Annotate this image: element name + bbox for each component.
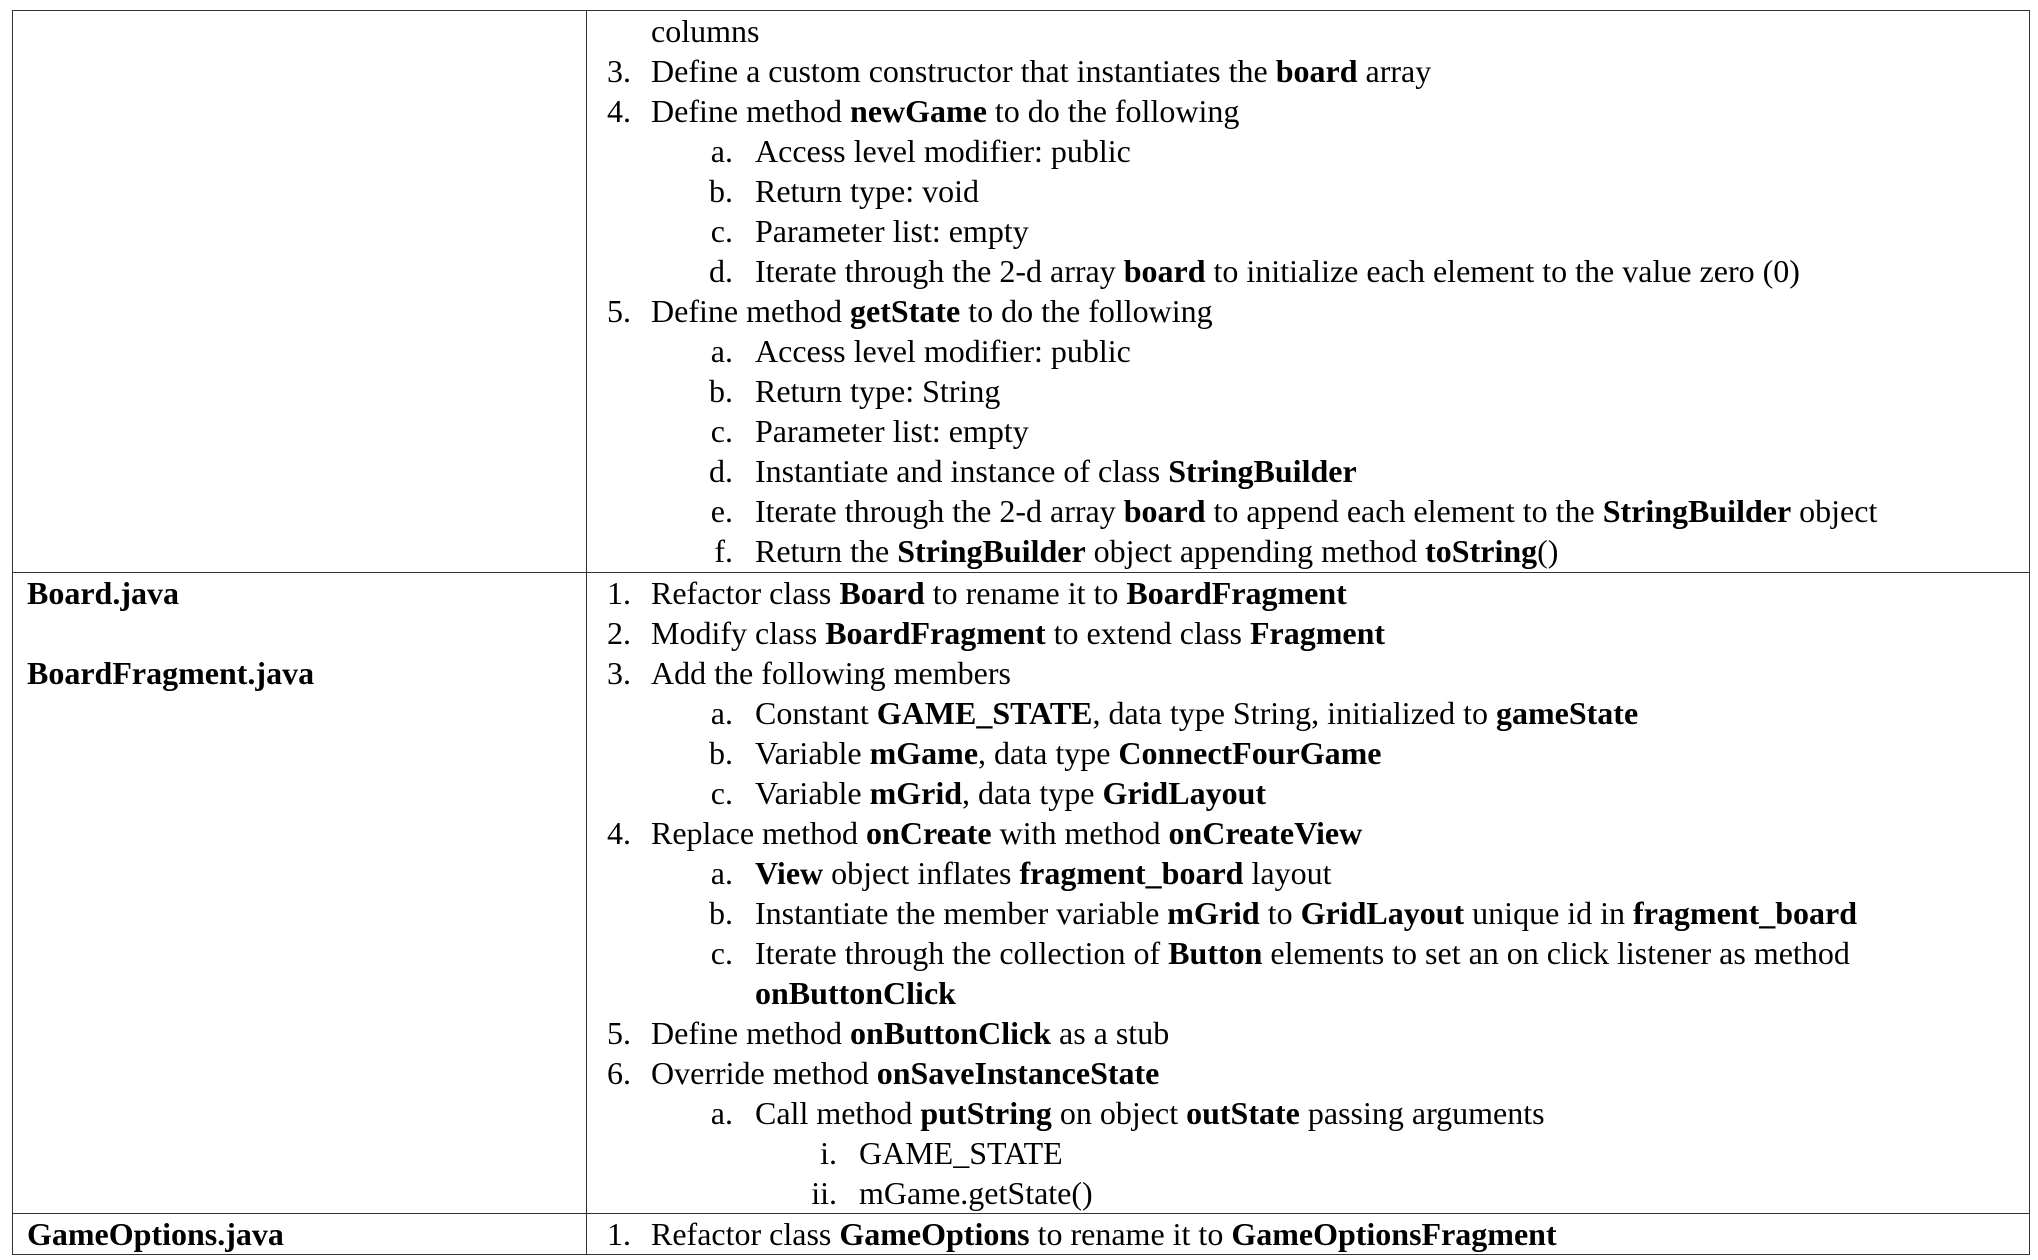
text-segment: as a stub [1050,1015,1170,1051]
code-term: GameOptions [839,1216,1030,1252]
list-item-text [651,91,1239,131]
text-segment: , data type [978,735,1119,771]
list-item [587,1173,2029,1213]
list-marker: 4. [607,93,631,129]
list-item-text [859,1133,1063,1173]
text-segment: Access level modifier: public [755,133,1131,169]
code-term: onCreateView [1168,815,1363,851]
list-item-text [651,291,1213,331]
file-name [27,613,586,653]
list-item-text [651,11,759,51]
list-item [587,613,2029,653]
list-item [587,171,2029,211]
list-item-text [755,933,1850,973]
code-term: ConnectFourGame [1118,735,1382,771]
list-item [587,1093,2029,1133]
list-marker: a. [710,855,733,891]
text-segment: Iterate through the 2-d array [755,493,1124,529]
file-name: BoardFragment.java [27,655,315,691]
text-segment: Iterate through the collection of [755,935,1169,971]
text-segment: Instantiate and instance of class [755,453,1169,489]
text-segment: Parameter list: empty [755,413,1029,449]
list-item [587,331,2029,371]
text-segment: mGame.getState() [859,1175,1093,1211]
list-marker: 3. [607,655,631,691]
text-segment: Return type: String [755,373,1001,409]
list-item-text [651,51,1431,91]
list-item-text [755,733,1381,773]
file-name-cell [13,573,587,1214]
code-term: newGame [850,93,987,129]
list-item [587,371,2029,411]
list-item-text [755,331,1131,371]
list-item [587,973,2029,1013]
list-marker: 2. [607,615,631,651]
table-row [13,573,2030,1214]
list-item [587,573,2029,613]
list-item [587,1053,2029,1093]
list-marker: c. [710,413,733,449]
list-marker: e. [710,493,733,529]
code-term: onSaveInstanceState [876,1055,1160,1091]
code-term: fragment_board [1633,895,1858,931]
list-marker: c. [710,775,733,811]
file-name: Board.java [27,575,179,611]
list-marker: 5. [607,1015,631,1051]
code-term: mGrid [1167,895,1260,931]
text-segment: Define method [651,93,851,129]
list-item-text [755,211,1029,251]
text-segment: to initialize each element to the value zero (0) [1205,253,1800,289]
list-marker: i. [820,1135,837,1171]
list-marker: a. [710,695,733,731]
text-segment: with method [991,815,1169,851]
list-item-text [755,973,956,1013]
list-marker: 4. [607,815,631,851]
list-item-text [755,171,979,211]
file-name-cell [13,11,587,573]
text-segment: () [1537,533,1559,569]
table-row [13,11,2030,573]
text-segment: on object [1051,1095,1187,1131]
text-segment: Instantiate the member variable [755,895,1168,931]
instructions-cell [587,573,2030,1214]
list-item [587,131,2029,171]
list-item-text [755,491,1877,531]
list-item [587,853,2029,893]
list-item-text [755,531,1558,571]
code-term: Fragment [1250,615,1386,651]
list-item-text [651,613,1385,653]
list-item-text [859,1173,1093,1213]
text-segment: Refactor class [651,575,840,611]
code-term: outState [1186,1095,1300,1131]
text-segment: Modify class [651,615,826,651]
text-segment: Define a custom constructor that instantiates the [651,53,1276,89]
list-item [587,933,2029,973]
list-item-text [755,773,1266,813]
text-segment: Return the [755,533,898,569]
list-item [587,11,2029,51]
code-term: onCreate [866,815,992,851]
text-segment: columns [651,13,760,49]
list-item [587,1013,2029,1053]
text-segment: object inflates [823,855,1020,891]
code-term: gameState [1495,695,1639,731]
text-segment: Define method [651,1015,851,1051]
text-segment: Constant [755,695,877,731]
list-item-text [755,693,1638,733]
list-item [587,693,2029,733]
code-term: mGame [869,735,979,771]
text-segment: Define method [651,293,851,329]
list-item [587,51,2029,91]
text-segment: elements to set an on click listener as method [1262,935,1850,971]
text-segment: object [1791,493,1878,529]
list-item-text [651,1053,1159,1093]
text-segment: , data type String, initialized to [1092,695,1496,731]
text-segment: object appending method [1085,533,1426,569]
code-term: putString [920,1095,1052,1131]
code-term: Button [1168,935,1263,971]
instructions-cell [587,11,2030,573]
list-marker: d. [709,453,733,489]
list-marker: b. [709,173,733,209]
text-segment: to do the following [960,293,1213,329]
list-item [587,893,2029,933]
table-row [13,1214,2030,1255]
text-segment: Replace method [651,815,867,851]
code-term: toString [1425,533,1538,569]
code-term: BoardFragment [825,615,1046,651]
text-segment: Return type: void [755,173,979,209]
code-term: StringBuilder [1602,493,1792,529]
text-segment: Iterate through the 2-d array [755,253,1124,289]
code-term: GAME_STATE [876,695,1093,731]
list-marker: d. [709,253,733,289]
code-term: GridLayout [1300,895,1465,931]
text-segment: to extend class [1045,615,1250,651]
list-item-text [651,813,1362,853]
text-segment: unique id in [1464,895,1634,931]
text-segment: passing arguments [1299,1095,1545,1131]
code-term: board [1123,253,1206,289]
text-segment: to append each element to the [1205,493,1603,529]
list-item [587,1214,2029,1254]
list-marker: a. [710,1095,733,1131]
code-term: fragment_board [1019,855,1244,891]
text-segment: Call method [755,1095,921,1131]
list-marker: f. [714,533,733,569]
text-segment: to rename it to [1029,1216,1232,1252]
text-segment: Add the following members [651,655,1011,691]
list-item-text [651,573,1347,613]
list-item-text [755,251,1800,291]
code-term: GameOptionsFragment [1231,1216,1557,1252]
code-term: getState [850,293,961,329]
list-item [587,813,2029,853]
list-marker: 5. [607,293,631,329]
instructions-table [12,10,2030,1255]
text-segment: Variable [755,735,870,771]
text-segment: array [1357,53,1432,89]
text-segment: to do the following [986,93,1240,129]
code-term: View [755,855,824,891]
text-segment: Access level modifier: public [755,333,1131,369]
code-term: Board [839,575,925,611]
list-item-text [755,853,1331,893]
code-term: StringBuilder [897,533,1086,569]
code-term: StringBuilder [1168,453,1357,489]
list-item [587,251,2029,291]
code-term: board [1123,493,1206,529]
list-marker: c. [710,935,733,971]
list-item [587,491,2029,531]
list-item-text [755,451,1357,491]
code-term: board [1275,53,1358,89]
list-item [587,773,2029,813]
text-segment: GAME_STATE [859,1135,1063,1171]
list-item-text [651,1214,1557,1254]
list-item-text [755,893,1857,933]
file-name: GameOptions.java [27,1216,284,1252]
list-marker: ii. [811,1175,837,1211]
text-segment: Override method [651,1055,877,1091]
text-segment: Variable [755,775,870,811]
text-segment: to rename it to [924,575,1127,611]
list-marker: b. [709,895,733,931]
code-term: onButtonClick [850,1015,1051,1051]
instructions-cell [587,1214,2030,1255]
code-term: mGrid [869,775,963,811]
list-item [587,211,2029,251]
list-marker: b. [709,735,733,771]
list-item-text [651,1013,1169,1053]
code-term: onButtonClick [755,975,956,1011]
list-item-text [755,131,1131,171]
list-item [587,531,2029,571]
list-item [587,291,2029,331]
list-marker: 1. [607,575,631,611]
list-item-text [755,1093,1545,1133]
text-segment: to [1259,895,1301,931]
list-item [587,91,2029,131]
text-segment: layout [1243,855,1332,891]
code-term: BoardFragment [1126,575,1347,611]
list-marker: b. [709,373,733,409]
text-segment: Refactor class [651,1216,840,1252]
text-segment: , data type [962,775,1103,811]
list-item [587,653,2029,693]
code-term: GridLayout [1102,775,1267,811]
list-item [587,451,2029,491]
list-item [587,411,2029,451]
file-name-cell [13,1214,587,1255]
list-marker: a. [710,133,733,169]
list-marker: 6. [607,1055,631,1091]
list-item-text [755,371,1000,411]
list-item [587,1133,2029,1173]
text-segment: Parameter list: empty [755,213,1029,249]
list-item-text [755,411,1029,451]
list-item [587,733,2029,773]
list-marker: c. [710,213,733,249]
list-item-text [651,653,1011,693]
list-marker: 1. [607,1216,631,1252]
list-marker: a. [710,333,733,369]
list-marker: 3. [607,53,631,89]
